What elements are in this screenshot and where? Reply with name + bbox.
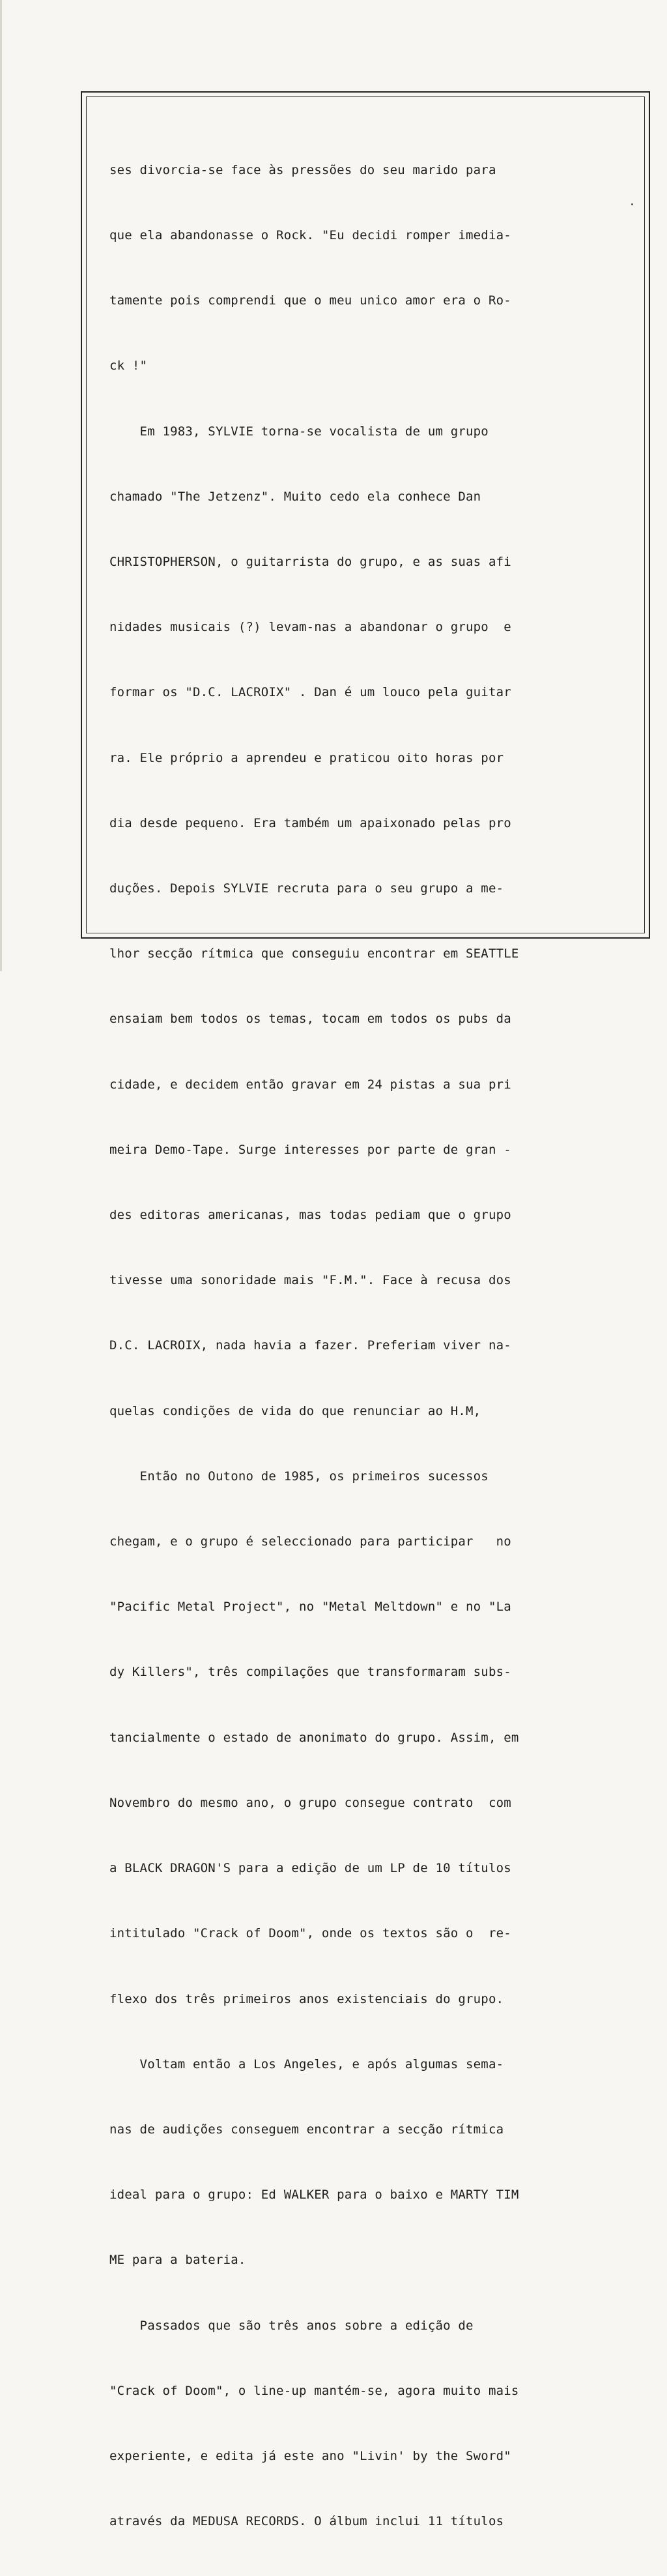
- text-line: Em 1983, SYLVIE torna-se vocalista de um grupo: [109, 424, 489, 439]
- text-line: Passados que são três anos sobre a edição de: [109, 2318, 474, 2333]
- text-line: des editoras americanas, mas todas pediam que o grupo: [109, 1208, 511, 1223]
- text-line: formar os "D.C. LACROIX" . Dan é um louco pela guitar: [109, 685, 511, 700]
- text-line: lhor secção rítmica que conseguiu encontrar em SEATTLE: [109, 946, 519, 961]
- text-line: tamente pois comprendi que o meu unico amor era o Ro-: [109, 293, 511, 308]
- ink-speck: [631, 203, 633, 205]
- text-line: ses divorcia-se face às pressões do seu marido para: [109, 162, 496, 177]
- text-line: ra. Ele próprio a aprendeu e praticou oito horas por: [109, 750, 504, 765]
- text-line: nas de audições conseguem encontrar a secção rítmica: [109, 2122, 504, 2137]
- text-line: flexo dos três primeiros anos existenciais do grupo.: [109, 1991, 504, 2006]
- text-line: Voltam então a Los Angeles, e após algumas sema-: [109, 2056, 504, 2071]
- article-text: [109, 116, 578, 2576]
- text-line: "Pacific Metal Project", no "Metal Meltdown" e no "La: [109, 1600, 511, 1615]
- text-line: D.C. LACROIX, nada havia a fazer. Preferiam viver na-: [109, 1338, 511, 1353]
- text-line: ensaiam bem todos os temas, tocam em todos os pubs da: [109, 1012, 511, 1027]
- text-line: chamado "The Jetzenz". Muito cedo ela conhece Dan: [109, 489, 481, 504]
- text-frame: [81, 91, 650, 2529]
- text-line: a BLACK DRAGON'S para a edição de um LP de 10 títulos: [109, 1861, 511, 1876]
- text-line: "Crack of Doom", o line-up mantém-se, agora muito mais: [109, 2383, 519, 2398]
- text-line: que ela abandonasse o Rock. "Eu decidi romper imedia-: [109, 228, 511, 243]
- text-line: quelas condições de vida do que renunciar ao H.M,: [109, 1403, 481, 1418]
- page-edge: [0, 0, 2, 971]
- text-line: meira Demo-Tape. Surge interesses por parte de gran -: [109, 1142, 511, 1157]
- text-line: Novembro do mesmo ano, o grupo consegue contrato com: [109, 1795, 511, 1810]
- text-line: nidades musicais (?) levam-nas a abandonar o grupo e: [109, 620, 511, 635]
- text-line: intitulado "Crack of Doom", onde os textos são o re-: [109, 1926, 511, 1941]
- text-line: através da MEDUSA RECORDS. O álbum inclui 11 títulos: [109, 2514, 504, 2529]
- text-line: tancialmente o estado de anonimato do grupo. Assim, em: [109, 1730, 519, 1745]
- text-line: ideal para o grupo: Ed WALKER para o baixo e MARTY TIM: [109, 2188, 519, 2203]
- text-line: experiente, e edita já este ano "Livin' by the Sword": [109, 2448, 511, 2463]
- text-line: Então no Outono de 1985, os primeiros sucessos: [109, 1469, 489, 1484]
- text-line: cidade, e decidem então gravar em 24 pistas a sua pri: [109, 1077, 511, 1092]
- text-line: chegam, e o grupo é seleccionado para participar no: [109, 1534, 511, 1549]
- text-line: tivesse uma sonoridade mais "F.M.". Face à recusa dos: [109, 1273, 511, 1288]
- text-line: ME para a bateria.: [109, 2253, 246, 2268]
- text-line: duções. Depois SYLVIE recruta para o seu grupo a me-: [109, 881, 504, 896]
- text-line: CHRISTOPHERSON, o guitarrista do grupo, e as suas afi: [109, 555, 511, 570]
- text-line: dy Killers", três compilações que transformaram subs-: [109, 1665, 511, 1680]
- text-line: ck !": [109, 359, 148, 373]
- text-line: dia desde pequeno. Era também um apaixonado pelas pro: [109, 815, 511, 830]
